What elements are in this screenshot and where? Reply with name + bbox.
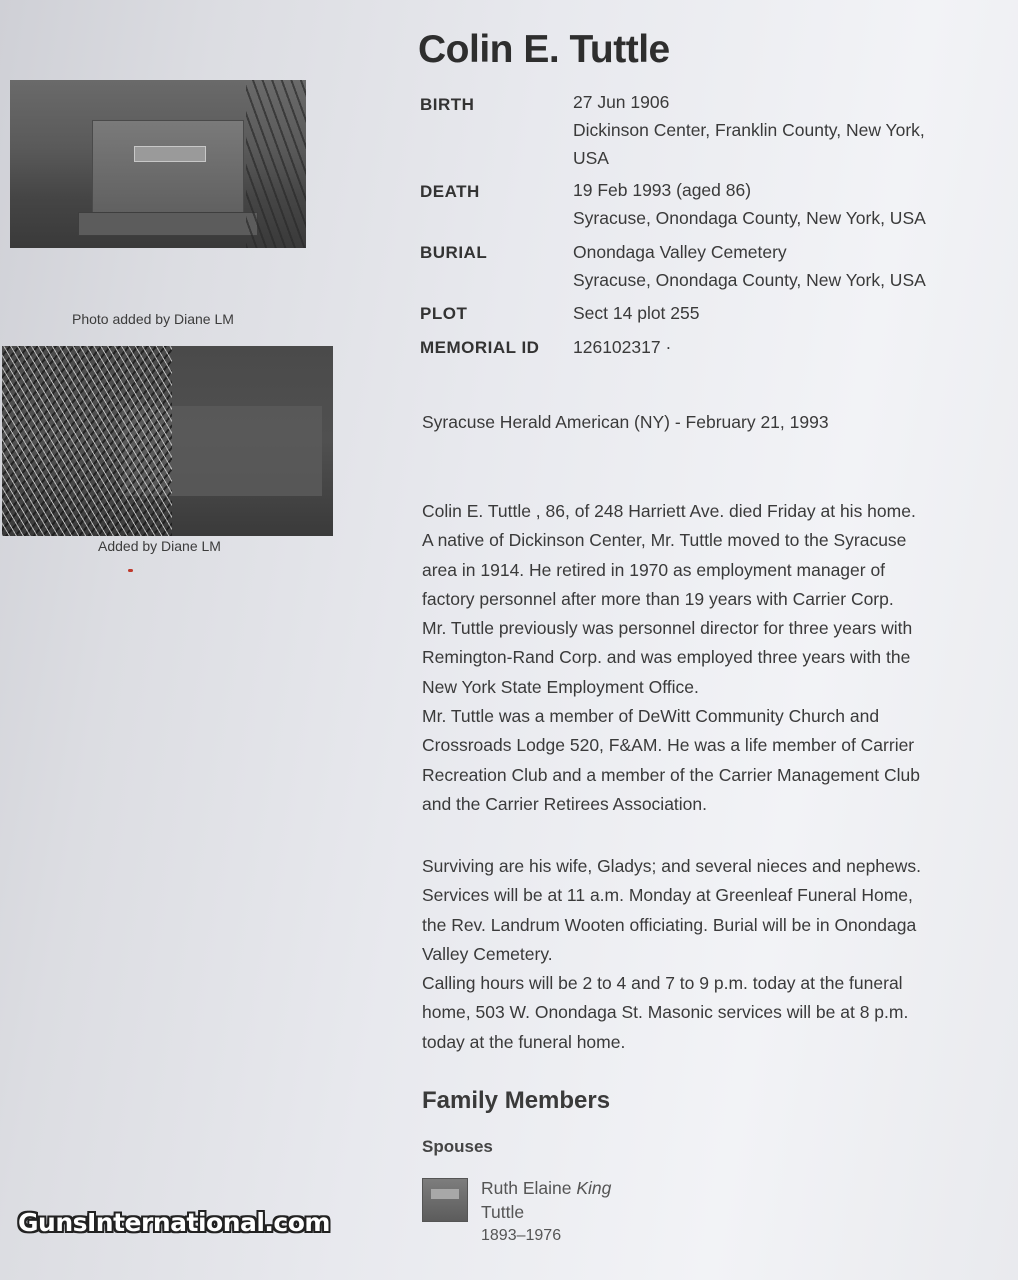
obituary-paragraph-2 [422,852,992,1057]
memorial-id-label: MEMORIAL ID [420,338,540,357]
spouse-surname: Tuttle [481,1202,525,1222]
burial-cemetery-link[interactable]: Onondaga Valley Cemetery [573,242,787,262]
birth-label: BIRTH [420,95,475,114]
obituary-line: area in 1914. He retired in 1970 as employment manager of [422,559,886,580]
birth-date: 27 Jun 1906 [573,92,670,112]
headstone-shape [92,120,244,222]
obituary-line: Mr. Tuttle previously was personnel director for three years with [422,618,913,639]
obituary-line: Mr. Tuttle was a member of DeWitt Community Church and [422,706,880,727]
obituary-line: factory personnel after more than 19 years with Carrier Corp. [422,588,894,609]
family-members-heading: Family Members [422,1087,611,1114]
spouse-dates: 1893–1976 [481,1227,562,1244]
obituary-line: Services will be at 11 a.m. Monday at Greenleaf Funeral Home, [422,885,913,906]
obituary-line: home, 503 W. Onondaga St. Masonic services will be at 8 p.m. [422,1002,909,1023]
death-label: DEATH [420,182,480,201]
obituary-line: Surviving are his wife, Gladys; and several nieces and nephews. [422,856,922,876]
spouses-heading: Spouses [422,1137,493,1156]
spouse-thumbnail[interactable] [422,1178,468,1222]
memorial-name: Colin E. Tuttle [418,28,670,71]
plot-value: Sect 14 plot 255 [573,303,700,323]
birth-value [573,88,925,172]
headstone-base [78,212,258,236]
obituary-line: the Rev. Landrum Wooten officiating. Burial will be in Onondaga [422,914,917,935]
photo-caption-1: Photo added by Diane LM [72,311,234,327]
burial-value[interactable] [573,238,926,294]
obituary-line: Valley Cemetery. [422,943,553,964]
obituary-paragraph-1 [422,497,992,819]
headstone-plaque [134,146,206,162]
tree-branches [246,80,306,248]
obituary-line: today at the funeral home. [422,1031,626,1052]
death-value [573,176,926,232]
obituary-line: Calling hours will be 2 to 4 and 7 to 9 p.m. today at the funeral [422,973,903,994]
obituary-source: Syracuse Herald American (NY) - February 21, 1993 [422,412,829,432]
obituary-line: Recreation Club and a member of the Carrier Management Club [422,764,921,785]
memorial-id-value: 126102317 · [573,337,672,357]
spouse-link[interactable] [481,1176,611,1224]
obituary-line: Colin E. Tuttle , 86, of 248 Harriett Ave. died Friday at his home. [422,501,916,521]
birth-place-line2: USA [573,148,609,168]
spouse-thumbnail-plaque [431,1189,459,1199]
headstone-photo[interactable] [10,80,306,248]
plot-label: PLOT [420,304,468,323]
birth-place-line1: Dickinson Center, Franklin County, New York, [573,120,925,140]
photo-caption-2: Added by Diane LM [98,538,221,554]
obituary-line: New York State Employment Office. [422,676,699,697]
obituary-line: Remington-Rand Corp. and was employed three years with the [422,647,911,668]
obituary-line: A native of Dickinson Center, Mr. Tuttle moved to the Syracuse [422,530,907,551]
red-mark [128,569,133,572]
burial-label: BURIAL [420,243,488,262]
spouse-maiden-name: King [576,1178,612,1198]
death-place: Syracuse, Onondaga County, New York, USA [573,208,926,228]
obituary-line: and the Carrier Retirees Association. [422,793,707,814]
watermark-logo: GunsInternational.com [18,1208,330,1237]
spouse-first-names: Ruth Elaine [481,1178,572,1198]
burial-place: Syracuse, Onondaga County, New York, USA [573,270,926,290]
obituary-line: Crossroads Lodge 520, F&AM. He was a life member of Carrier [422,735,915,756]
death-date: 19 Feb 1993 (aged 86) [573,180,752,200]
grave-marker-photo[interactable] [2,346,333,536]
grass-texture [2,346,172,536]
